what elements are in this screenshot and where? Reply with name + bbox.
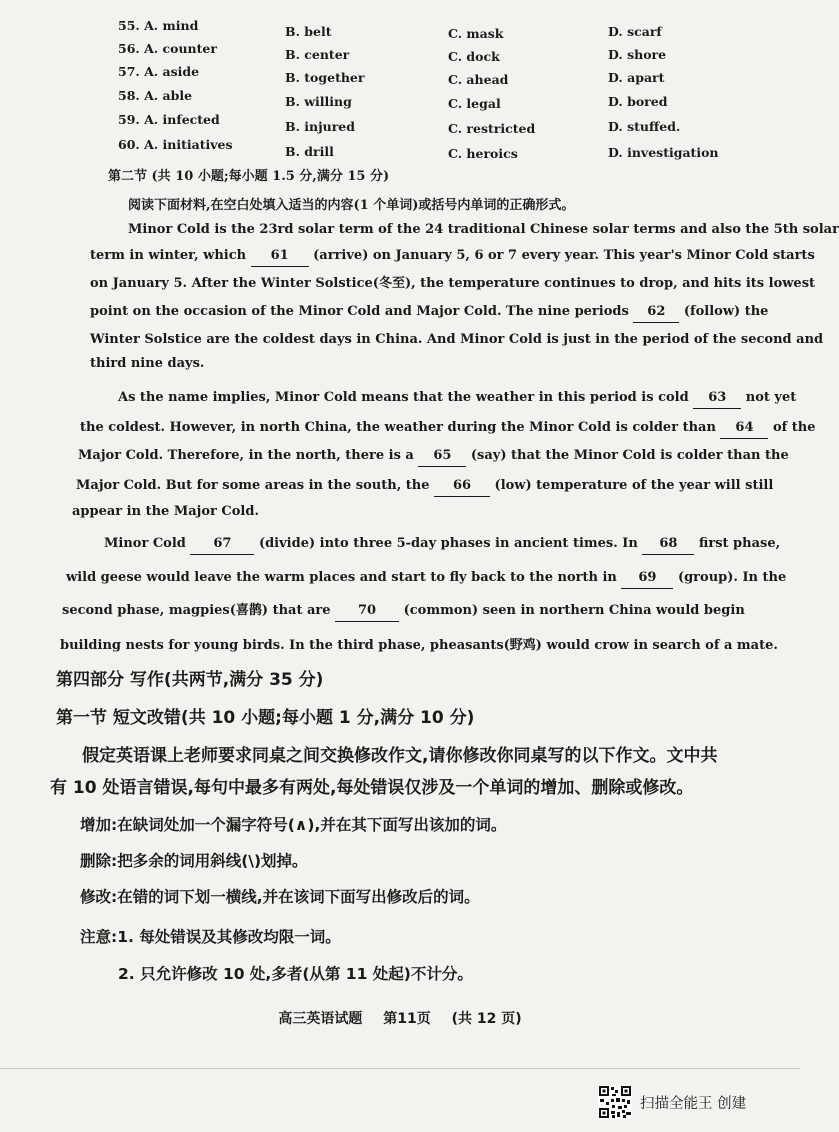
scanner-watermark [598, 1085, 746, 1119]
blank-63: 63 [693, 388, 741, 409]
option-b: B. willing [285, 94, 352, 109]
option-c: C. heroics [448, 146, 518, 161]
rule-delete: 删除:把多余的词用斜线(\)划掉。 [80, 852, 308, 870]
passage-text: (say) that the Minor Cold is colder than the [470, 448, 789, 463]
blank-61: 61 [251, 246, 309, 267]
passage-line [104, 534, 781, 555]
blank-65: 65 [418, 446, 466, 467]
passage-text: not yet [745, 390, 797, 405]
option-d: D. apart [608, 70, 665, 85]
passage-text: As the name implies, Minor Cold means that the weather in this period is cold [118, 390, 689, 405]
passage-line [80, 418, 816, 439]
page-footer [0, 1008, 800, 1028]
option-a: 58. A. able [118, 88, 193, 103]
option-c: C. dock [448, 49, 500, 64]
blank-68: 68 [642, 534, 694, 555]
passage-line: Minor Cold is the 23rd solar term of the 24 traditional Chinese solar terms and also the 5th solar [128, 222, 839, 237]
passage-text: (follow) the [683, 304, 769, 319]
note-1: 注意:1. 每处错误及其修改均限一词。 [80, 928, 341, 946]
passage-line [76, 476, 774, 497]
option-row-57 [0, 64, 800, 87]
passage-line [62, 601, 745, 622]
part4-intro-line: 假定英语课上老师要求同桌之间交换修改作文,请你修改你同桌写的以下作文。文中共 [82, 746, 718, 766]
watermark-text: 扫描全能王 创建 [640, 1095, 747, 1112]
option-row-58 [0, 88, 800, 111]
passage-line: Winter Solstice are the coldest days in China. And Minor Cold is just in the period of the second and [90, 332, 824, 347]
passage-line [78, 446, 789, 467]
option-a: 55. A. mind [118, 18, 199, 33]
option-row-59 [0, 112, 800, 136]
option-c: C. legal [448, 96, 501, 111]
qr-code-icon [598, 1085, 632, 1119]
option-b: B. center [285, 47, 350, 62]
option-d: D. stuffed. [608, 119, 681, 134]
passage-text: (low) temperature of the year will still [494, 478, 774, 493]
option-d: D. shore [608, 47, 667, 62]
passage-text: Major Cold. But for some areas in the south, the [76, 478, 430, 493]
blank-64: 64 [720, 418, 768, 439]
passage-line [90, 302, 769, 323]
option-a: 56. A. counter [118, 41, 217, 56]
passage-text: first phase, [698, 536, 781, 551]
passage-text: of the [772, 420, 816, 435]
passage-text: second phase, magpies(喜鹊) that are [62, 603, 331, 618]
passage-line [66, 568, 787, 589]
passage-line: third nine days. [90, 356, 205, 371]
footer-page: 第11页 [383, 1011, 431, 1027]
option-b: B. belt [285, 24, 332, 39]
option-row-60 [0, 137, 800, 161]
passage-line [118, 388, 797, 409]
option-b: B. together [285, 70, 365, 85]
passage-text: Major Cold. Therefore, in the north, there is a [78, 448, 414, 463]
option-row-56 [0, 41, 800, 64]
passage-text: wild geese would leave the warm places and start to fly back to the north in [66, 570, 617, 585]
option-d: D. investigation [608, 145, 719, 160]
option-a: 59. A. infected [118, 112, 220, 127]
option-c: C. mask [448, 26, 504, 41]
passage-line: building nests for young birds. In the third phase, pheasants(野鸡) would crow in search of a mate. [60, 638, 778, 653]
passage-text: term in winter, which [90, 248, 247, 263]
option-b: B. drill [285, 144, 334, 159]
blank-69: 69 [621, 568, 673, 589]
passage-text: Minor Cold [104, 536, 186, 551]
scan-edge [0, 1068, 800, 1069]
passage-line: on January 5. After the Winter Solstice(冬至), the temperature continues to drop, and hits its lowest [90, 276, 816, 291]
option-d: D. scarf [608, 24, 662, 39]
part4-intro-line: 有 10 处语言错误,每句中最多有两处,每处错误仅涉及一个单词的增加、删除或修改。 [50, 778, 694, 798]
passage-text: (common) seen in northern China would begin [403, 603, 745, 618]
part4-heading: 第四部分 写作(共两节,满分 35 分) [56, 670, 324, 690]
blank-70: 70 [335, 601, 399, 622]
section2-heading: 第二节 (共 10 小题;每小题 1.5 分,满分 15 分) [108, 169, 390, 184]
section2-instruction: 阅读下面材料,在空白处填入适当的内容(1 个单词)或括号内单词的正确形式。 [128, 198, 575, 213]
passage-text: (arrive) on January 5, 6 or 7 every year. This year's Minor Cold starts [313, 248, 815, 263]
rule-add: 增加:在缺词处加一个漏字符号(∧),并在其下面写出该加的词。 [80, 816, 507, 834]
option-c: C. ahead [448, 72, 509, 87]
option-d: D. bored [608, 94, 668, 109]
blank-62: 62 [633, 302, 679, 323]
option-c: C. restricted [448, 121, 536, 136]
part4-section1-heading: 第一节 短文改错(共 10 小题;每小题 1 分,满分 10 分) [56, 708, 475, 728]
rule-modify: 修改:在错的词下划一横线,并在该词下面写出修改后的词。 [80, 888, 480, 906]
option-a: 60. A. initiatives [118, 137, 233, 152]
blank-66: 66 [434, 476, 490, 497]
option-a: 57. A. aside [118, 64, 200, 79]
passage-text: the coldest. However, in north China, the weather during the Minor Cold is colder than [80, 420, 716, 435]
footer-total: (共 12 页) [451, 1011, 522, 1027]
passage-line: appear in the Major Cold. [72, 504, 259, 519]
passage-line [90, 246, 815, 267]
passage-text: point on the occasion of the Minor Cold and Major Cold. The nine periods [90, 304, 629, 319]
footer-title: 高三英语试题 [278, 1011, 363, 1027]
note-2: 2. 只允许修改 10 处,多者(从第 11 处起)不计分。 [118, 965, 473, 983]
option-row-55 [0, 18, 800, 41]
passage-text: (group). In the [677, 570, 787, 585]
passage-text: (divide) into three 5-day phases in ancient times. In [258, 536, 638, 551]
blank-67: 67 [190, 534, 254, 555]
option-b: B. injured [285, 119, 355, 134]
